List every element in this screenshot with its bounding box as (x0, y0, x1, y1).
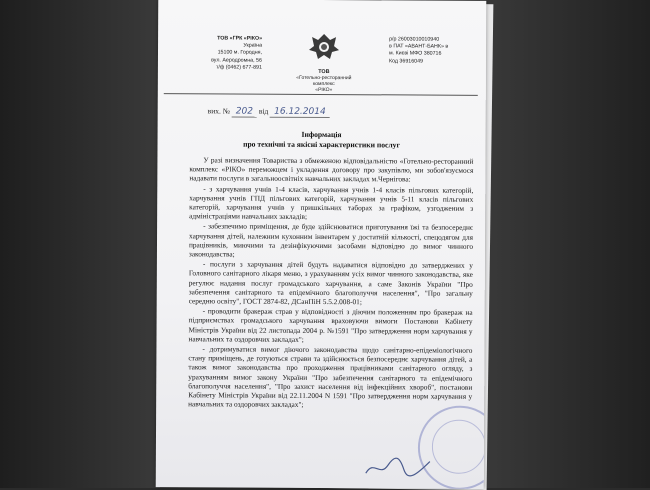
background-left (0, 0, 160, 488)
stamp-inner-ring (432, 420, 486, 474)
letterhead-address (164, 35, 262, 72)
out-number: 202 (232, 107, 257, 118)
paragraph: У разі визначення Товариства з обмеженою відповідальністю «Готельно-ресторанний комплекс «РІКО» переможцем і укладення договору про закупівлю, ми зобов'язуємося надавати послуги в загальноосвітніх навчальних закладах м.Чернігова: (189, 155, 474, 184)
title-line-1: Інформація (301, 129, 342, 140)
document-page (156, 0, 487, 489)
letterhead-bank (389, 36, 481, 65)
company-abbr: ТОВ (318, 68, 330, 76)
paragraph: - проводити бракераж страв у відповідності з діючим положенням про бракераж на підприємствах громадського харчування враховуючи вимоги Постанови Кабінету Міністрів України від 22 листопада 2004 р. №1591 "Про затвердження норм харчування у навчальних та оздоровчих закладах"; (188, 306, 473, 344)
company-full-name-1: «Готельно-ресторанний комплекс (296, 74, 352, 88)
paragraph: - послуги з харчування дітей будуть надаватися відповідно до затверджених у Головного санітарного лікаря меню, з урахуванням усіх вимог чинного законодавства, яке регулює надання послуг громадського харчування, а саме Законів України "Про забезпечення санітарного та епідемічного благополуччя населення", "Про загальну середню освіту", ГОСТ 2874-82, ДСанПіН 5.5.2.008-01; (188, 259, 473, 307)
company-name: ТОВ «ГРК «РІКО» (217, 35, 263, 42)
paragraph: - дотримуватися вимог діючого законодавства щодо санітарно-епідеміологічного стану приміщень, де готуються страви та здійснюється безпосереднє харчування дітей, а також вимог законодавства про проходження працівниками санітарного огляду, з урахуванням вимог закону України "Про забезпечення санітарного та епідемічного благополуччя населення", "Про захист населення від інфекційних хвороб", постанови Кабінету Міністрів України від 22.11.2004 N 1591 "Про затвердження норм харчування у навчальних та оздоровчих закладах"; (188, 344, 473, 410)
paragraph: - з харчування учнів 1-4 класів, харчування учнів 1-4 класів пільгових категорій, харчування учнів ГПД пільгових категорій, харчування учнів 5-11 класів пільгових категорій, харчування учнів у пришкільних таборах за графіком, узгодженим з адміністраціями навчальних закладів; (189, 183, 474, 222)
background-right (480, 0, 650, 488)
company-full-name-2: «РІКО» (315, 86, 333, 94)
country: Україна (243, 42, 263, 49)
signature (364, 455, 434, 479)
company-code: Код 36916049 (388, 57, 424, 65)
reference-line (208, 106, 330, 117)
bank-name: в ПАТ «АВАНТ-БАНК» в (389, 43, 449, 50)
title-line-2: про технічні та якісні характеристики послуг (243, 139, 400, 150)
bank-account: р/р 26003010010940 (389, 36, 440, 43)
letterhead (158, 25, 486, 97)
letter-date: 16.12.2014 (270, 107, 330, 118)
street: вул. Аеродромна, 56 (211, 57, 262, 64)
document-title (157, 129, 485, 151)
date-label: від (258, 106, 269, 116)
document-body (188, 155, 473, 411)
city: 15100 м. Городня, (217, 49, 263, 57)
bank-mfo: м. Києві МФО 380716 (388, 50, 442, 58)
phone: т/ф (0462) 677-891 (215, 64, 262, 71)
letterhead-logo-block (286, 32, 362, 93)
crest-icon (306, 32, 342, 62)
paragraph: - забезпечимо приміщення, де буде здійснюватися приготування їжі та безпосереднє харчування дітей, належним кухонним інвентарем у достатній кількості, спецодягом для працівників, миючими та дезінфікуючими засобами відповідно до вимог чинного законодавства; (188, 221, 474, 259)
out-number-label: вих. № (207, 106, 230, 116)
